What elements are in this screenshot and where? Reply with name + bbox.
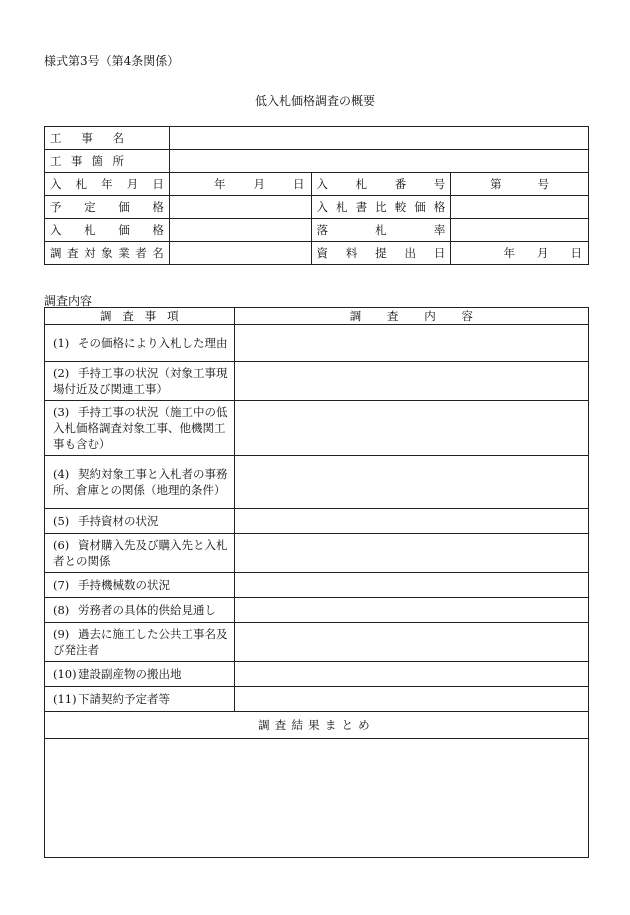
value-project-name[interactable] bbox=[169, 127, 588, 150]
survey-item-label bbox=[45, 687, 235, 712]
label-bid-number-text: 入 札 番 号 bbox=[316, 177, 446, 191]
survey-header-row bbox=[45, 308, 589, 325]
survey-item-text: 過去に施工した公共工事名及び発注者 bbox=[53, 627, 228, 657]
submit-day: 日 bbox=[570, 246, 582, 260]
value-survey-target[interactable] bbox=[169, 242, 311, 265]
label-project-location bbox=[45, 150, 170, 173]
survey-item-row bbox=[45, 456, 589, 509]
survey-item-text: 労務者の具体的供給見通し bbox=[78, 603, 216, 617]
survey-item-content[interactable] bbox=[234, 325, 588, 362]
survey-item-row bbox=[45, 573, 589, 598]
survey-item-label bbox=[45, 509, 235, 534]
row-bid-price bbox=[45, 219, 589, 242]
header-survey-content-text: 調 査 内 容 bbox=[349, 309, 473, 323]
survey-item-content[interactable] bbox=[234, 509, 588, 534]
label-survey-target-text: 調 査 対 象 業 者 名 bbox=[50, 246, 164, 260]
survey-item-row bbox=[45, 534, 589, 573]
value-project-location[interactable] bbox=[169, 150, 588, 173]
label-bid-date bbox=[45, 173, 170, 196]
survey-item-text: 手持工事の状況（施工中の低入札価格調査対象工事、他機関工事も含む） bbox=[53, 405, 228, 451]
survey-item-row bbox=[45, 598, 589, 623]
label-project-name bbox=[45, 127, 170, 150]
survey-item-content[interactable] bbox=[234, 573, 588, 598]
survey-section-label: 調査内容 bbox=[44, 294, 93, 308]
survey-item-number: (11) bbox=[53, 692, 77, 706]
survey-item-number: (8) bbox=[53, 603, 70, 617]
summary-title: 調査結果まとめ bbox=[45, 712, 589, 739]
survey-item-row bbox=[45, 687, 589, 712]
survey-item-label bbox=[45, 325, 235, 362]
label-award-rate-text: 落 札 率 bbox=[316, 223, 446, 237]
survey-item-row bbox=[45, 623, 589, 662]
label-project-name-text: 工 事 名 bbox=[50, 131, 124, 145]
label-project-location-text: 工 事 箇 所 bbox=[50, 154, 124, 168]
survey-item-number: (10) bbox=[53, 667, 77, 681]
survey-item-label bbox=[45, 401, 235, 456]
date-year: 年 bbox=[214, 177, 226, 191]
value-bid-number[interactable] bbox=[451, 173, 589, 196]
survey-item-text: その価格により入札した理由 bbox=[78, 336, 228, 350]
label-planned-price-text: 予 定 価 格 bbox=[50, 200, 164, 214]
survey-item-content[interactable] bbox=[234, 362, 588, 401]
survey-item-content[interactable] bbox=[234, 456, 588, 509]
survey-item-number: (2) bbox=[53, 366, 70, 380]
survey-item-number: (7) bbox=[53, 578, 70, 592]
summary-body[interactable] bbox=[45, 739, 589, 858]
summary-title-row bbox=[45, 712, 589, 739]
survey-item-label bbox=[45, 598, 235, 623]
survey-item-content[interactable] bbox=[234, 534, 588, 573]
value-award-rate[interactable] bbox=[451, 219, 589, 242]
survey-item-label bbox=[45, 662, 235, 687]
label-compare-price bbox=[311, 196, 451, 219]
survey-item-text: 建設副産物の搬出地 bbox=[78, 667, 182, 681]
label-compare-price-text: 入 札 書 比 較 価 格 bbox=[316, 200, 446, 214]
label-bid-price-text: 入 札 価 格 bbox=[50, 223, 164, 237]
submit-month: 月 bbox=[537, 246, 549, 260]
survey-item-row bbox=[45, 362, 589, 401]
date-month: 月 bbox=[253, 177, 265, 191]
survey-item-content[interactable] bbox=[234, 623, 588, 662]
survey-item-label bbox=[45, 534, 235, 573]
survey-item-number: (1) bbox=[53, 336, 70, 350]
label-bid-number bbox=[311, 173, 451, 196]
header-survey-item-text: 調 査 事 項 bbox=[100, 309, 179, 323]
survey-item-content[interactable] bbox=[234, 598, 588, 623]
value-bid-date[interactable] bbox=[169, 173, 311, 196]
row-project-location bbox=[45, 150, 589, 173]
row-survey-target bbox=[45, 242, 589, 265]
survey-item-number: (6) bbox=[53, 538, 70, 552]
survey-table bbox=[44, 307, 589, 858]
submit-year: 年 bbox=[503, 246, 515, 260]
survey-item-label bbox=[45, 573, 235, 598]
form-number-label: 様式第3号（第4条関係） bbox=[44, 54, 180, 68]
project-info-table bbox=[44, 126, 589, 265]
survey-item-text: 下請契約予定者等 bbox=[78, 692, 170, 706]
survey-item-row bbox=[45, 509, 589, 534]
survey-item-text: 資材購入先及び購入先と入札者との関係 bbox=[53, 538, 228, 568]
survey-item-row bbox=[45, 325, 589, 362]
row-project-name bbox=[45, 127, 589, 150]
label-submit-date-text: 資 料 提 出 日 bbox=[316, 246, 446, 260]
summary-body-row bbox=[45, 739, 589, 858]
value-submit-date[interactable] bbox=[451, 242, 589, 265]
survey-item-number: (4) bbox=[53, 467, 70, 481]
number-dai: 第 bbox=[490, 177, 502, 191]
value-bid-price[interactable] bbox=[169, 219, 311, 242]
label-submit-date bbox=[311, 242, 451, 265]
survey-item-text: 手持工事の状況（対象工事現場付近及び関連工事） bbox=[53, 366, 228, 396]
label-bid-date-text: 入 札 年 月 日 bbox=[50, 177, 164, 191]
survey-item-number: (3) bbox=[53, 405, 70, 419]
survey-item-label bbox=[45, 623, 235, 662]
value-planned-price[interactable] bbox=[169, 196, 311, 219]
document-title: 低入札価格調査の概要 bbox=[254, 94, 375, 108]
survey-item-text: 手持機械数の状況 bbox=[78, 578, 170, 592]
survey-item-text: 手持資材の状況 bbox=[78, 514, 159, 528]
header-survey-item bbox=[45, 308, 235, 325]
survey-items bbox=[45, 325, 589, 712]
survey-item-label bbox=[45, 362, 235, 401]
label-award-rate bbox=[311, 219, 451, 242]
survey-item-row bbox=[45, 662, 589, 687]
label-planned-price bbox=[45, 196, 170, 219]
survey-item-row bbox=[45, 401, 589, 456]
date-day: 日 bbox=[293, 177, 305, 191]
number-go: 号 bbox=[537, 177, 550, 191]
survey-item-text: 契約対象工事と入札者の事務所、倉庫との関係（地理的条件） bbox=[53, 467, 228, 497]
row-bid-date bbox=[45, 173, 589, 196]
survey-item-label bbox=[45, 456, 235, 509]
row-planned-price bbox=[45, 196, 589, 219]
survey-item-content[interactable] bbox=[234, 401, 588, 456]
value-compare-price[interactable] bbox=[451, 196, 589, 219]
header-survey-content bbox=[234, 308, 588, 325]
survey-item-content[interactable] bbox=[234, 687, 588, 712]
label-bid-price bbox=[45, 219, 170, 242]
survey-item-number: (5) bbox=[53, 514, 70, 528]
label-survey-target bbox=[45, 242, 170, 265]
survey-item-number: (9) bbox=[53, 627, 70, 641]
survey-item-content[interactable] bbox=[234, 662, 588, 687]
